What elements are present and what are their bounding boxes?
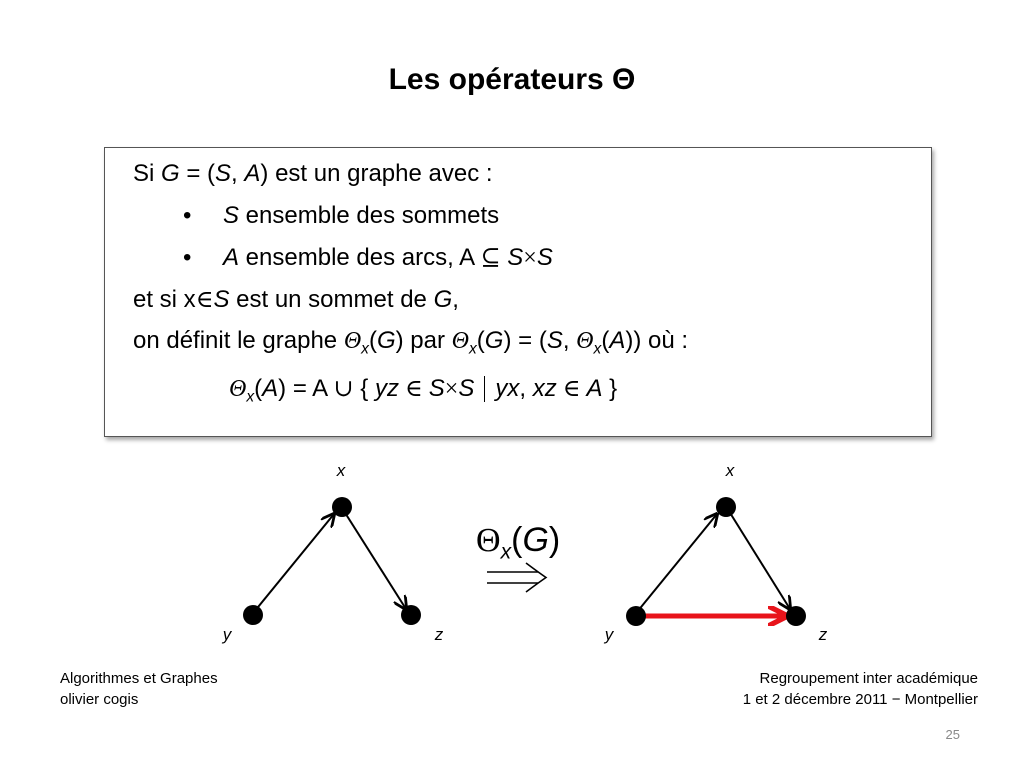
arc-y-x [254,514,334,612]
slide-title: Les opérateurs Θ [388,63,636,96]
times-symbol: × [444,376,459,402]
var-A: A [586,375,603,402]
var-S: S [215,160,232,187]
var-yz: yz [375,375,399,402]
theta-symbol: Θ [476,522,501,559]
text-eq: = ( [179,160,216,187]
arc-x-z [727,508,790,609]
var-A: A [244,160,261,187]
footer-date: 1 et 2 décembre 2011 − Montpellier [742,691,978,708]
left-graph [222,461,444,644]
text-rest: ) est un graphe avec : [260,160,493,187]
bullet-icon: • [183,244,192,271]
definition-bullet-2 [223,243,553,273]
text-brace-open: { [353,375,375,402]
var-A: A [262,375,279,402]
vertex-y [626,606,646,626]
text-mid: est un sommet de [229,286,434,313]
var-G: G [433,286,453,313]
text-comma: , [519,375,533,402]
var-S: S [546,327,563,354]
var-x: x [246,388,255,406]
text-pre: on définit le graphe [133,327,344,354]
definition-line-4 [133,285,459,315]
text-rest: ensemble des sommets [239,202,500,229]
vertex-x [716,497,736,517]
element-of-symbol: ∈ [399,376,429,402]
text-comma: , [562,327,577,354]
label-x: x [725,461,735,480]
var-S: S [213,286,230,313]
vertex-x [332,497,352,517]
element-of-symbol: ∈ [556,376,587,402]
text-end: )) où : [625,327,689,354]
var-G: G [522,521,549,559]
var-S: S [428,375,445,402]
label-z: z [818,625,828,644]
label-x: x [336,461,346,480]
text-open: ( [254,375,263,402]
text-rest: ensemble des arcs, A [239,244,481,271]
var-S: S [500,244,524,271]
arc-y-x [637,514,717,612]
vertex-z [401,605,421,625]
text-open: ( [601,327,610,354]
double-right-arrow-icon [487,563,546,592]
var-x: x [593,340,602,358]
label-z: z [434,625,444,644]
such-that-bar [484,376,485,402]
right-graph [604,461,828,644]
text-open: ( [368,327,377,354]
var-S: S [223,202,240,229]
label-y: y [604,625,614,644]
operator-label [476,520,561,564]
text-eq: ) = ( [503,327,547,354]
definition-bullet-1 [223,201,499,231]
arc-x-z [342,508,406,609]
text-open: ( [476,327,485,354]
footer-left [60,668,218,710]
text-si: Si [133,160,155,187]
definition-line-1 [133,159,493,189]
definition-formula [229,374,617,404]
footer-course: Algorithmes et Graphes [60,670,218,687]
var-x: x [469,340,477,358]
var-S: S [536,244,553,271]
var-xz: xz [532,375,557,402]
theta-symbol: Θ [229,376,247,402]
var-S: S [458,375,475,402]
text-close: ) par [395,327,452,354]
union-symbol: ∪ [333,376,354,402]
var-A: A [609,327,626,354]
vertex-y [243,605,263,625]
text-open: ( [511,521,523,559]
var-G: G [376,327,396,354]
var-yx: yx [495,375,520,402]
text-close: ) [548,521,561,559]
text-comma: , [231,160,245,187]
theta-symbol: Θ [451,328,469,354]
var-x: x [500,540,512,564]
theta-symbol: Θ [343,328,362,354]
definition-box [104,147,932,437]
text-brace-close: } [602,375,618,402]
subset-symbol: ⊆ [480,245,501,271]
footer-author: olivier cogis [60,691,139,708]
footer-event: Regroupement inter académique [759,670,978,687]
text-end: , [452,286,459,313]
element-of-symbol: ∈ [195,287,214,313]
label-y: y [222,625,232,644]
var-x: x [361,340,369,358]
theta-symbol: Θ [576,328,594,354]
text-pre: et si x [133,286,196,313]
var-A: A [223,244,240,271]
footer-right [743,668,978,710]
page-number: 25 [945,727,960,742]
bullet-icon: • [183,202,192,229]
text-eq: ) = A [278,375,334,402]
vertex-z [786,606,806,626]
var-G: G [484,327,504,354]
definition-line-5 [133,326,688,356]
var-G: G [161,160,180,187]
times-symbol: × [523,245,537,271]
